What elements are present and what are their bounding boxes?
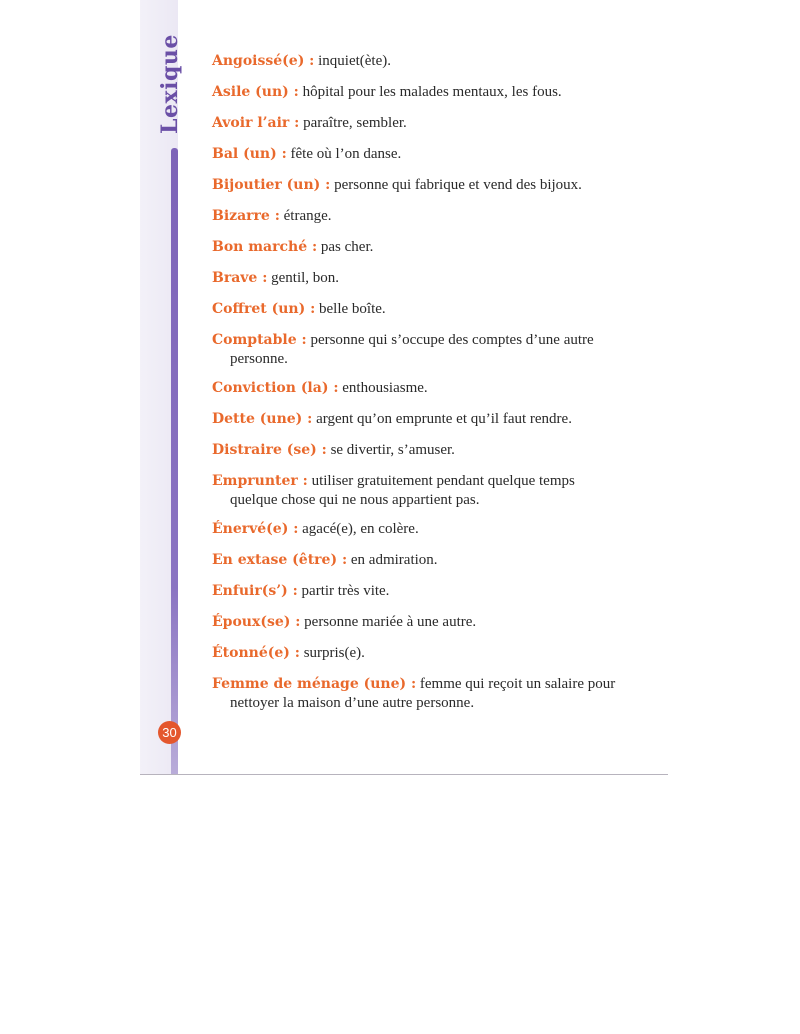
glossary-definition: hôpital pour les malades mentaux, les fous. bbox=[302, 84, 562, 100]
glossary-definition: gentil, bon. bbox=[271, 270, 340, 286]
glossary-term: Énervé(e) : bbox=[212, 521, 299, 537]
glossary-term: Étonné(e) : bbox=[212, 645, 300, 661]
glossary-entry bbox=[212, 238, 622, 257]
glossary-definition: étrange. bbox=[283, 208, 332, 224]
glossary-term: Dette (une) : bbox=[212, 411, 313, 427]
glossary-entry bbox=[212, 176, 622, 195]
glossary-term: Asile (un) : bbox=[212, 84, 299, 100]
glossary-entry bbox=[212, 520, 622, 539]
glossary-entry bbox=[212, 551, 622, 570]
glossary-entry bbox=[212, 582, 622, 601]
glossary-definition: paraître, sembler. bbox=[303, 115, 407, 131]
glossary-definition: se divertir, s’amuser. bbox=[330, 442, 455, 458]
glossary-list bbox=[212, 52, 622, 723]
glossary-definition: personne qui s’occupe des comptes d’une autre personne. bbox=[230, 332, 594, 367]
glossary-definition: belle boîte. bbox=[319, 301, 386, 317]
section-title: Lexique bbox=[157, 34, 183, 134]
glossary-definition: agacé(e), en colère. bbox=[302, 521, 419, 537]
glossary-definition: inquiet(ète). bbox=[318, 53, 391, 69]
glossary-entry bbox=[212, 300, 622, 319]
page-number-badge: 30 bbox=[158, 721, 181, 744]
glossary-entry bbox=[212, 83, 622, 102]
glossary-term: Femme de ménage (une) : bbox=[212, 676, 417, 692]
glossary-term: Angoissé(e) : bbox=[212, 53, 315, 69]
glossary-entry bbox=[212, 644, 622, 663]
glossary-term: Coffret (un) : bbox=[212, 301, 316, 317]
glossary-term: Bal (un) : bbox=[212, 146, 287, 162]
glossary-entry bbox=[212, 145, 622, 164]
glossary-entry bbox=[212, 379, 622, 398]
glossary-definition: enthousiasme. bbox=[342, 380, 428, 396]
glossary-definition: fête où l’on danse. bbox=[290, 146, 402, 162]
glossary-definition: partir très vite. bbox=[301, 583, 390, 599]
glossary-term: En extase (être) : bbox=[212, 552, 348, 568]
glossary-definition: surpris(e). bbox=[303, 645, 365, 661]
glossary-definition: argent qu’on emprunte et qu’il faut rendre. bbox=[316, 411, 572, 427]
glossary-entry bbox=[212, 441, 622, 460]
glossary-entry bbox=[212, 114, 622, 133]
glossary-definition: personne qui fabrique et vend des bijoux. bbox=[334, 177, 582, 193]
glossary-term: Conviction (la) : bbox=[212, 380, 339, 396]
glossary-definition: en admiration. bbox=[350, 552, 438, 568]
sidebar-accent-bar bbox=[171, 148, 178, 775]
glossary-definition: femme qui reçoit un salaire pour nettoyer la maison d’une autre personne. bbox=[230, 676, 616, 711]
glossary-entry bbox=[212, 52, 622, 71]
glossary-term: Emprunter : bbox=[212, 473, 308, 489]
glossary-entry bbox=[212, 613, 622, 632]
glossary-entry bbox=[212, 269, 622, 288]
glossary-term: Époux(se) : bbox=[212, 614, 301, 630]
glossary-term: Bon marché : bbox=[212, 239, 318, 255]
glossary-term: Comptable : bbox=[212, 332, 307, 348]
glossary-definition: utiliser gratuitement pendant quelque temps quelque chose qui ne nous appartient pas. bbox=[230, 473, 575, 508]
bottom-divider bbox=[140, 774, 668, 775]
glossary-entry bbox=[212, 472, 622, 510]
glossary-definition: pas cher. bbox=[320, 239, 374, 255]
glossary-term: Avoir l’air : bbox=[212, 115, 300, 131]
glossary-term: Distraire (se) : bbox=[212, 442, 327, 458]
glossary-term: Bijoutier (un) : bbox=[212, 177, 331, 193]
glossary-term: Enfuir(s’) : bbox=[212, 583, 298, 599]
glossary-definition: personne mariée à une autre. bbox=[304, 614, 477, 630]
glossary-term: Bizarre : bbox=[212, 208, 280, 224]
glossary-entry bbox=[212, 331, 622, 369]
glossary-term: Brave : bbox=[212, 270, 268, 286]
glossary-entry bbox=[212, 207, 622, 226]
glossary-entry bbox=[212, 410, 622, 429]
glossary-entry bbox=[212, 675, 622, 713]
